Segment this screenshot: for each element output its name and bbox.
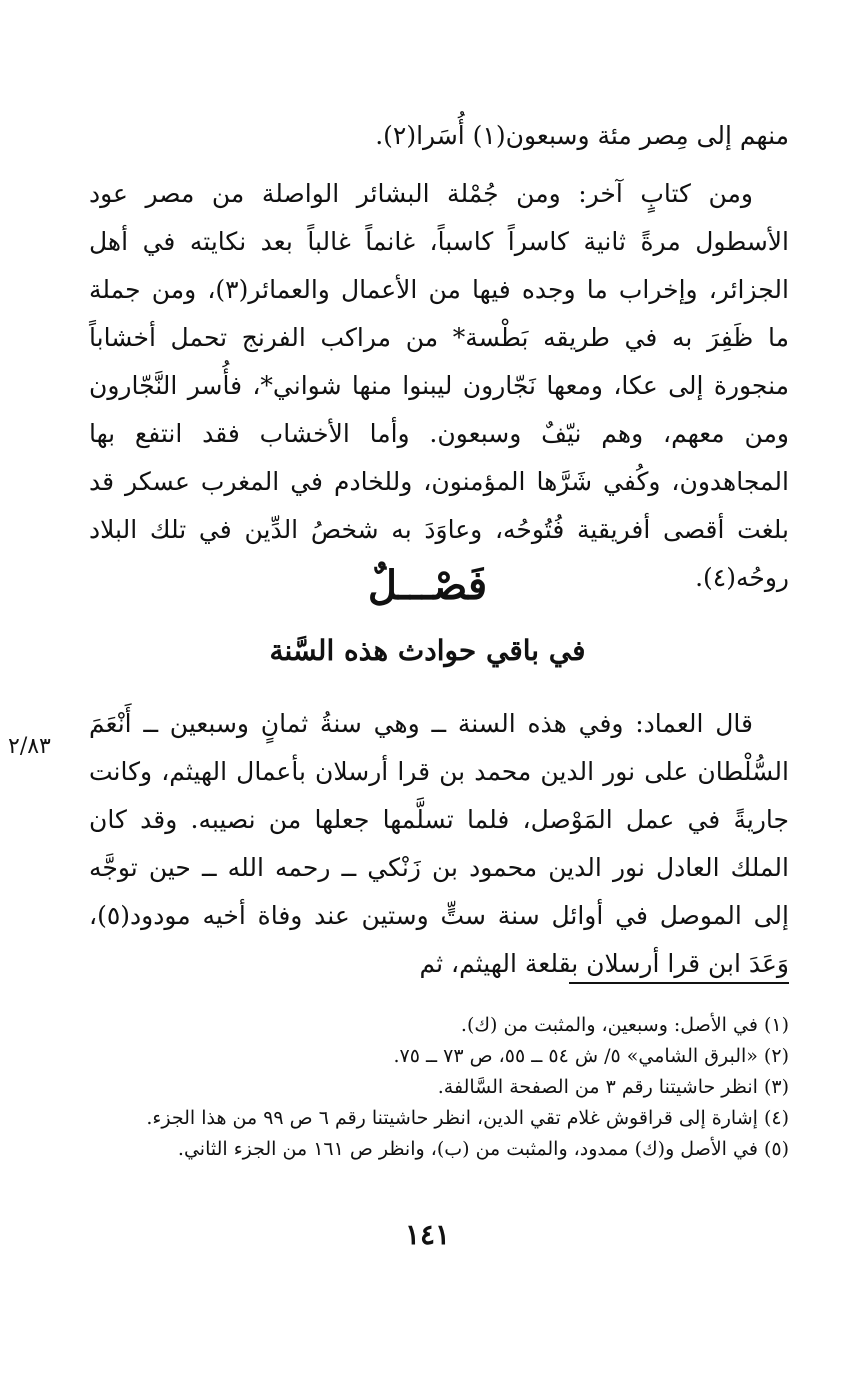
footnote-divider (569, 982, 789, 984)
top-paragraph-block (89, 112, 789, 160)
footnote-item: (٤) إشارة إلى قراقوش غلام تقي الدين، انظر حاشيتنا رقم ٦ ص ٩٩ من هذا الجزء. (146, 1107, 789, 1129)
second-paragraph: ومن كتابٍ آخر: ومن جُمْلة البشائر الواصلة من مصر عود الأسطول مرةً ثانية كاسراً كاسباً، غانماً غالباً بعد نكايته في أهل الجزائر، وإخراب ما وجده فيها من الأعمال والعمائر(٣)، ومن جملة ما ظَفِرَ به في طريقه بَطْسة* من مراكب الفرنج تحمل أخشاباً منجورة إلى عكا، ومعها نَجّارون ليبنوا منها شواني*، فأُسر النَّجّارون ومن معهم، وهم نيّفٌ وسبعون. وأما الأخشاب فقد انتفع بها المجاهدون، وكُفي شَرَّها المؤمنون، وللخادم في المغرب عسكر قد بلغت أقصى أفريقية فُتُوحُه، وعاوَدَ به شخصُ الدِّين في تلك البلاد روحُه(٤). (89, 179, 789, 592)
footnote-item: (٢) «البرق الشامي» ٥/ ش ٥٤ ــ ٥٥، ص ٧٣ ــ ٧٥. (393, 1045, 789, 1067)
margin-reference: ٢/٨٣ (8, 734, 51, 759)
footnote-item: (١) في الأصل: وسبعين، والمثبت من (ك). (460, 1014, 789, 1036)
footnote-item: (٥) في الأصل و(ك) ممدود، والمثبت من (ب)، وانظر ص ١٦١ من الجزء الثاني. (177, 1138, 789, 1160)
footnote-item: (٣) انظر حاشيتنا رقم ٣ من الصفحة السَّالفة. (437, 1076, 789, 1098)
section-subheading: في باقي حوادث هذه السَّنة (269, 634, 586, 667)
page-number: ١٤١ (404, 1218, 451, 1251)
section-paragraph: قال العماد: وفي هذه السنة ــ وهي سنةُ ثمانٍ وسبعين ــ أَنْعَمَ السُّلْطان على نور الدين محمد بن قرا أرسلان بأعمال الهيثم، وكانت جاريةً في عمل المَوْصل، فلما تسلَّمها جعلها من نصيبه. وقد كان الملك العادل نور الدين محمود بن زَنْكي ــ رحمه الله ــ حين توجَّه إلى الموصل في أوائل سنة ستٍّ وستين عند وفاة أخيه مودود(٥)، وَعَدَ ابن قرا أرسلان بقلعة الهيثم، ثم (89, 709, 789, 978)
top-paragraph: منهم إلى مِصر مئة وسبعون(١) أُسَرا(٢). (375, 121, 789, 150)
section-paragraph-block (89, 700, 789, 988)
footnotes-list (89, 1010, 789, 1165)
section-heading: فَصْـــلٌ (367, 562, 488, 609)
second-paragraph-block (89, 170, 789, 602)
